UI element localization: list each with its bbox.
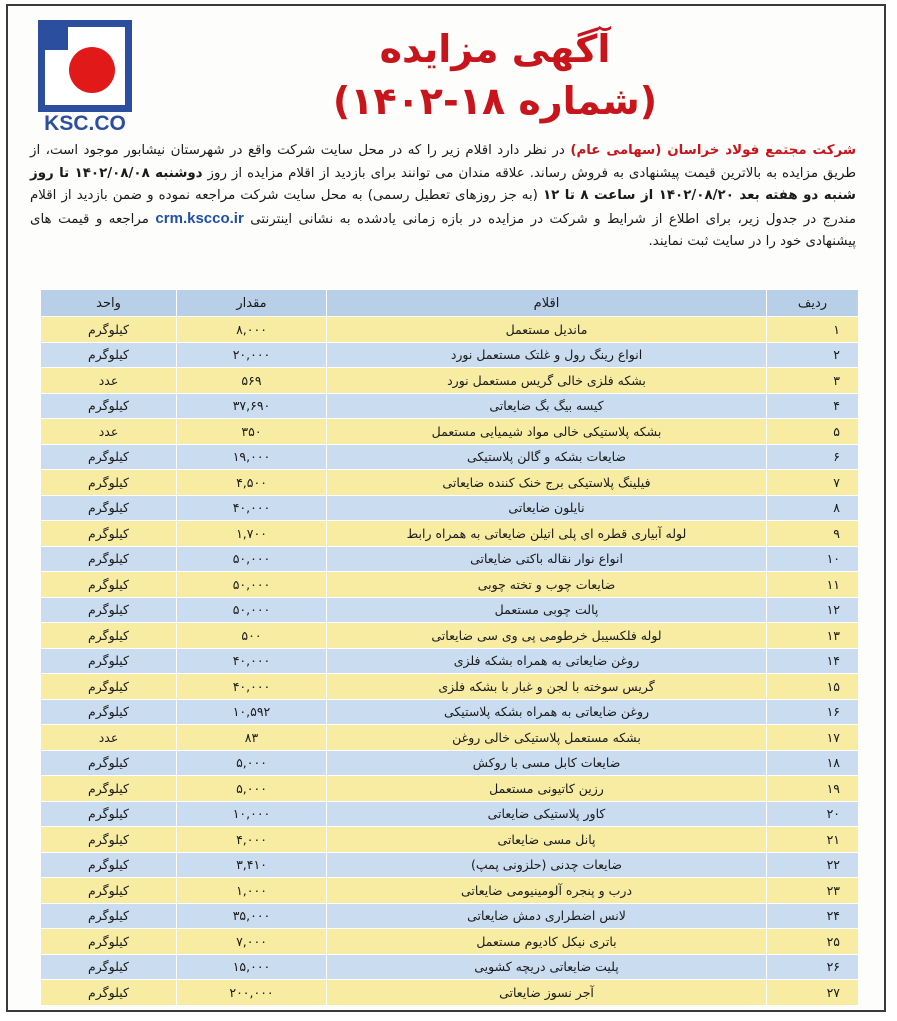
item-quantity: ۵۰,۰۰۰ — [177, 572, 327, 598]
row-number: ۳ — [767, 368, 859, 394]
item-name: گریس سوخته با لجن و غبار با بشکه فلزی — [327, 674, 767, 700]
item-name: لوله فلکسیبل خرطومی پی وی سی ضایعاتی — [327, 623, 767, 649]
table-row — [41, 444, 859, 470]
logo-text: KSC.CO — [44, 112, 126, 135]
item-unit: کیلوگرم — [41, 393, 177, 419]
header-unit: واحد — [41, 290, 177, 317]
row-number: ۲۵ — [767, 929, 859, 955]
row-number: ۲۷ — [767, 980, 859, 1006]
table-body — [41, 317, 859, 1006]
row-number: ۲۰ — [767, 801, 859, 827]
item-quantity: ۵,۰۰۰ — [177, 776, 327, 802]
row-number: ۴ — [767, 393, 859, 419]
item-name: کاور پلاستیکی ضایعاتی — [327, 801, 767, 827]
row-number: ۱ — [767, 317, 859, 343]
item-name: کیسه بیگ بگ ضایعاتی — [327, 393, 767, 419]
item-quantity: ۱۰,۵۹۲ — [177, 699, 327, 725]
item-name: پالت چوبی مستعمل — [327, 597, 767, 623]
table-row — [41, 597, 859, 623]
table-row — [41, 929, 859, 955]
table-row — [41, 546, 859, 572]
table-row — [41, 572, 859, 598]
item-unit: کیلوگرم — [41, 521, 177, 547]
item-unit: کیلوگرم — [41, 827, 177, 853]
table-row — [41, 419, 859, 445]
table-header-row — [41, 290, 859, 317]
table-row — [41, 903, 859, 929]
item-name: ضایعات بشکه و گالن پلاستیکی — [327, 444, 767, 470]
item-unit: کیلوگرم — [41, 470, 177, 496]
item-unit: کیلوگرم — [41, 597, 177, 623]
item-unit: کیلوگرم — [41, 776, 177, 802]
table-row — [41, 317, 859, 343]
item-name: رزین کاتیونی مستعمل — [327, 776, 767, 802]
item-quantity: ۷,۰۰۰ — [177, 929, 327, 955]
item-quantity: ۵,۰۰۰ — [177, 750, 327, 776]
item-unit: کیلوگرم — [41, 852, 177, 878]
item-quantity: ۴۰,۰۰۰ — [177, 674, 327, 700]
row-number: ۱۳ — [767, 623, 859, 649]
item-name: نایلون ضایعاتی — [327, 495, 767, 521]
item-name: لوله آبیاری قطره ای پلی اتیلن ضایعاتی به همراه رابط — [327, 521, 767, 547]
table-row — [41, 393, 859, 419]
item-unit: کیلوگرم — [41, 623, 177, 649]
item-quantity: ۱,۰۰۰ — [177, 878, 327, 904]
table-row — [41, 980, 859, 1006]
intro-text-1: در نظر دارد اقلام زیر را که در محل سایت شرکت واقع در شهرستان نیشابور موجود است، از طریق مزایده به بالاترین قیمت پیشنهادی به فروش رساند. علاقه مندان می توانند برای بازدید از اقلام مزایده از روز — [30, 143, 856, 181]
header-quantity: مقدار — [177, 290, 327, 317]
row-number: ۶ — [767, 444, 859, 470]
row-number: ۲۲ — [767, 852, 859, 878]
item-quantity: ۸۳ — [177, 725, 327, 751]
row-number: ۱۶ — [767, 699, 859, 725]
header-item: اقلام — [327, 290, 767, 317]
item-quantity: ۴۰,۰۰۰ — [177, 495, 327, 521]
item-name: روغن ضایعاتی به همراه بشکه پلاستیکی — [327, 699, 767, 725]
item-quantity: ۵۶۹ — [177, 368, 327, 394]
table-row — [41, 623, 859, 649]
item-name: بشکه مستعمل پلاستیکی خالی روغن — [327, 725, 767, 751]
intro-text-2: (به جز روزهای تعطیل رسمی) به محل سایت شرکت مراجعه نموده و ضمن بازدید از اقلام مندرج در جدول زیر، برای اطلاع از شرایط و شرکت در مزایده در بازه زمانی یادشده به نشانی اینترنتی — [30, 188, 856, 227]
item-name: ضایعات کابل مسی با روکش — [327, 750, 767, 776]
item-unit: کیلوگرم — [41, 903, 177, 929]
ad-title: آگهی مزایده — [379, 27, 611, 71]
row-number: ۲۶ — [767, 954, 859, 980]
row-number: ۱۸ — [767, 750, 859, 776]
website-link[interactable]: crm.kscco.ir — [155, 209, 244, 227]
row-number: ۱۴ — [767, 648, 859, 674]
item-quantity: ۵۰,۰۰۰ — [177, 546, 327, 572]
item-unit: کیلوگرم — [41, 750, 177, 776]
item-quantity: ۴۰,۰۰۰ — [177, 648, 327, 674]
item-quantity: ۱۵,۰۰۰ — [177, 954, 327, 980]
table-row — [41, 750, 859, 776]
item-quantity: ۵۰۰ — [177, 623, 327, 649]
table-row — [41, 495, 859, 521]
item-quantity: ۳۵,۰۰۰ — [177, 903, 327, 929]
item-name: ضایعات چوب و تخته چوبی — [327, 572, 767, 598]
row-number: ۷ — [767, 470, 859, 496]
item-name: فیلینگ پلاستیکی برج خنک کننده ضایعاتی — [327, 470, 767, 496]
row-number: ۱۱ — [767, 572, 859, 598]
item-unit: کیلوگرم — [41, 954, 177, 980]
company-name: شرکت مجتمع فولاد خراسان (سهامی عام) — [570, 143, 857, 158]
row-number: ۱۰ — [767, 546, 859, 572]
item-name: باتری نیکل کادیوم مستعمل — [327, 929, 767, 955]
item-unit: کیلوگرم — [41, 572, 177, 598]
table-row — [41, 878, 859, 904]
item-quantity: ۸,۰۰۰ — [177, 317, 327, 343]
item-name: ضایعات چدنی (حلزونی پمپ) — [327, 852, 767, 878]
item-quantity: ۱,۷۰۰ — [177, 521, 327, 547]
item-unit: کیلوگرم — [41, 648, 177, 674]
item-unit: کیلوگرم — [41, 801, 177, 827]
item-quantity: ۳۷,۶۹۰ — [177, 393, 327, 419]
item-name: لانس اضطراری دمش ضایعاتی — [327, 903, 767, 929]
row-number: ۵ — [767, 419, 859, 445]
item-name: روغن ضایعاتی به همراه بشکه فلزی — [327, 648, 767, 674]
row-number: ۱۲ — [767, 597, 859, 623]
table-row — [41, 954, 859, 980]
table-row — [41, 674, 859, 700]
intro-paragraph — [30, 140, 856, 254]
table-row — [41, 648, 859, 674]
item-name: پانل مسی ضایعاتی — [327, 827, 767, 853]
table-row — [41, 470, 859, 496]
table-row — [41, 827, 859, 853]
item-unit: کیلوگرم — [41, 495, 177, 521]
items-table — [40, 289, 859, 1006]
item-unit: کیلوگرم — [41, 342, 177, 368]
row-number: ۲ — [767, 342, 859, 368]
company-logo — [34, 18, 136, 136]
item-quantity: ۵۰,۰۰۰ — [177, 597, 327, 623]
item-name: بشکه پلاستیکی خالی مواد شیمیایی مستعمل — [327, 419, 767, 445]
item-unit: کیلوگرم — [41, 317, 177, 343]
item-unit: کیلوگرم — [41, 699, 177, 725]
table-row — [41, 521, 859, 547]
ad-subtitle: (شماره ۱۸-۱۴۰۲) — [332, 79, 658, 123]
row-number: ۲۱ — [767, 827, 859, 853]
item-unit: عدد — [41, 725, 177, 751]
item-quantity: ۳,۴۱۰ — [177, 852, 327, 878]
table-row — [41, 776, 859, 802]
table-row — [41, 699, 859, 725]
header-row-number: ردیف — [767, 290, 859, 317]
logo-red-circle-icon — [69, 47, 115, 93]
row-number: ۲۳ — [767, 878, 859, 904]
item-name: آجر نسوز ضایعاتی — [327, 980, 767, 1006]
table-row — [41, 725, 859, 751]
table-row — [41, 368, 859, 394]
logo-square-icon — [38, 20, 132, 112]
row-number: ۹ — [767, 521, 859, 547]
item-name: درب و پنجره آلومینیومی ضایعاتی — [327, 878, 767, 904]
item-name: انواع رینگ رول و غلتک مستعمل نورد — [327, 342, 767, 368]
item-unit: عدد — [41, 368, 177, 394]
item-name: بشکه فلزی خالی گریس مستعمل نورد — [327, 368, 767, 394]
item-unit: کیلوگرم — [41, 546, 177, 572]
item-name: ماندیل مستعمل — [327, 317, 767, 343]
item-name: پلیت ضایعاتی دریچه کشویی — [327, 954, 767, 980]
item-quantity: ۳۵۰ — [177, 419, 327, 445]
visit-schedule: دوشنبه ۱۴۰۲/۰۸/۰۸ تا روز شنبه دو هفته بعد ۱۴۰۲/۰۸/۲۰ از ساعت ۸ تا ۱۲ — [30, 165, 856, 204]
table-row — [41, 852, 859, 878]
table-row — [41, 342, 859, 368]
item-quantity: ۱۰,۰۰۰ — [177, 801, 327, 827]
row-number: ۱۷ — [767, 725, 859, 751]
item-unit: کیلوگرم — [41, 980, 177, 1006]
item-unit: کیلوگرم — [41, 929, 177, 955]
item-unit: کیلوگرم — [41, 674, 177, 700]
table-row — [41, 801, 859, 827]
item-name: انواع نوار نقاله باکتی ضایعاتی — [327, 546, 767, 572]
row-number: ۱۵ — [767, 674, 859, 700]
item-unit: عدد — [41, 419, 177, 445]
row-number: ۸ — [767, 495, 859, 521]
item-unit: کیلوگرم — [41, 444, 177, 470]
item-quantity: ۲۰۰,۰۰۰ — [177, 980, 327, 1006]
item-unit: کیلوگرم — [41, 878, 177, 904]
intro-text-3: مراجعه و قیمت های پیشنهادی خود را در سایت ثبت نمایند. — [30, 211, 856, 250]
row-number: ۲۴ — [767, 903, 859, 929]
item-quantity: ۴,۵۰۰ — [177, 470, 327, 496]
item-quantity: ۲۰,۰۰۰ — [177, 342, 327, 368]
row-number: ۱۹ — [767, 776, 859, 802]
item-quantity: ۱۹,۰۰۰ — [177, 444, 327, 470]
item-quantity: ۴,۰۰۰ — [177, 827, 327, 853]
